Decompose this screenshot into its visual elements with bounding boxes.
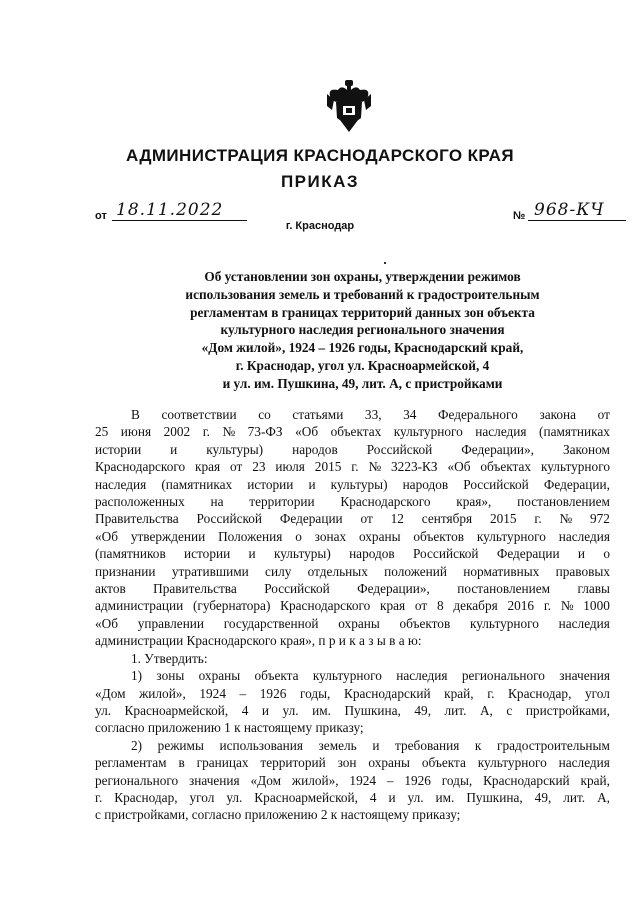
word: народов (292, 441, 338, 457)
word: пристройками, (525, 702, 610, 718)
text-line (95, 789, 610, 806)
word: наследия (475, 424, 527, 440)
word: «Об (295, 424, 319, 440)
word: от (360, 511, 373, 527)
word: культурного (312, 668, 382, 684)
clause-1 (95, 650, 610, 667)
word: территорий (260, 755, 326, 771)
clause-1-1 (95, 667, 610, 737)
word: объектов (399, 615, 451, 631)
word: 972 (590, 511, 610, 527)
text-line (95, 545, 610, 562)
title-line: Об установлении зон охраны, утверждении режимов (204, 269, 521, 284)
word: Красноармейской, (254, 789, 358, 805)
word: № (559, 511, 573, 527)
word: утверждении (130, 528, 206, 544)
word: 2015 (489, 511, 517, 527)
word: ул. (282, 702, 299, 718)
word: ул. (407, 789, 424, 805)
word: расположенных (95, 494, 185, 510)
word: положений (384, 563, 447, 579)
word: управлении (137, 615, 205, 631)
word: охраны (358, 528, 401, 544)
word: 49, (534, 789, 552, 805)
title-line: регламентам в границах территорий данных зон объекта (190, 304, 535, 320)
text-line (95, 563, 610, 580)
word: Российской (463, 476, 529, 492)
word: декабря (453, 598, 498, 614)
word: о (295, 528, 302, 544)
text-line (95, 615, 610, 632)
text-line (95, 737, 610, 754)
word: утратившими (171, 563, 249, 579)
word: 2016 (507, 598, 535, 614)
text-line (95, 754, 610, 771)
word: регионального (95, 772, 179, 788)
word: Краснодар, (508, 685, 572, 701)
word: объектах (330, 424, 382, 440)
title-line: и ул. им. Пушкина, 49, лит. А, с пристройками (222, 375, 503, 391)
word: требования (395, 737, 460, 753)
word: охраны (338, 615, 380, 631)
text-line (95, 510, 610, 527)
word: край, (444, 685, 474, 701)
word: – (386, 772, 394, 788)
word: объекта (421, 755, 466, 771)
word: нормативных (463, 563, 540, 579)
word: значения (559, 668, 610, 684)
text-line (95, 685, 610, 702)
text-line: с пристройками, согласно приложению 2 к настоящему приказу; (95, 807, 461, 823)
word: края (380, 598, 406, 614)
word: о (603, 546, 610, 562)
word: Законом (562, 441, 610, 457)
word: им. (312, 702, 331, 718)
word: г. (534, 511, 542, 527)
word: территории (249, 494, 315, 510)
word: годы, (299, 685, 331, 701)
word: (губернатора) (192, 598, 271, 614)
word: использования (219, 737, 303, 753)
word: 1) (131, 668, 143, 684)
word: 49, (414, 702, 432, 718)
word: истории (95, 441, 142, 457)
word: им. (435, 789, 455, 805)
word: (памятниках (539, 424, 610, 440)
word: силу (265, 563, 292, 579)
document-type: ПРИКАЗ (280, 172, 360, 191)
word: № (560, 598, 574, 614)
word: администрации (95, 598, 184, 614)
word: Правительства (95, 511, 179, 527)
word: значения (188, 772, 240, 788)
word: годы, (441, 772, 473, 788)
word: культурного (393, 424, 463, 440)
word: ул. (226, 789, 243, 805)
word: от (597, 407, 610, 422)
city: г. Краснодар (285, 220, 355, 232)
word: июля (275, 459, 305, 475)
word: Правительства (153, 581, 237, 597)
word: г. (487, 685, 495, 701)
title-line: «Дом жилой», 1924 – 1926 годы, Краснодарский край, (201, 340, 524, 356)
word: истории (247, 476, 294, 492)
number-underline (528, 220, 626, 221)
word: главы (577, 581, 610, 597)
word: Федерального (438, 407, 518, 422)
word: угол (584, 685, 610, 701)
word: к (474, 737, 482, 753)
word: 1924 (349, 772, 377, 788)
word: культурного (476, 528, 546, 544)
word: на (210, 494, 224, 510)
word: Федерации», (357, 581, 430, 597)
word: Красноармейской, (124, 702, 229, 718)
word: жилой», (139, 685, 186, 701)
text-line (95, 580, 610, 597)
word: сентября (421, 511, 473, 527)
word: Федерации, (543, 476, 610, 492)
text-line: 1. Утвердить: (131, 650, 208, 666)
word: культуры) (273, 546, 331, 562)
text-line (95, 458, 610, 475)
word: от (414, 598, 428, 614)
word: края», (456, 494, 492, 510)
word: «Дом (95, 685, 126, 701)
word: постановлением (517, 494, 610, 510)
text-line (95, 702, 610, 719)
word: жилой», (291, 772, 339, 788)
word: 25 (95, 424, 109, 440)
word: Российской (366, 441, 433, 457)
word: г. (543, 598, 552, 614)
word: наследия (558, 755, 610, 771)
document-title (95, 268, 630, 393)
word: и (372, 737, 380, 753)
word: Федерации (496, 546, 560, 562)
word: зон (337, 755, 357, 771)
word: истории (184, 546, 231, 562)
word: и (577, 546, 586, 562)
text-line: согласно приложению 1 к настоящему приказу; (95, 720, 364, 736)
date-value: 18.11.2022 (116, 200, 224, 220)
word: в (178, 755, 185, 771)
word: статьями (292, 407, 344, 422)
word: 1000 (583, 598, 610, 614)
word: А, (479, 702, 493, 718)
word: лит. (444, 702, 467, 718)
word: постановлением (457, 581, 551, 597)
word: 4 (369, 789, 377, 805)
word: г. (351, 459, 359, 475)
word: зонах (314, 528, 347, 544)
word: (памятников (95, 546, 166, 562)
word: от (230, 459, 243, 475)
word: В (131, 407, 140, 422)
word: и (308, 476, 316, 492)
coat-of-arms-emblem (326, 80, 372, 134)
word: правовых (555, 563, 610, 579)
word: закона (539, 407, 577, 422)
date-number-row (0, 200, 640, 236)
word: Краснодарский (483, 772, 570, 788)
word: Краснодар, (114, 789, 178, 805)
text-line (95, 493, 610, 510)
word: и (261, 702, 270, 718)
word: режимы (157, 737, 204, 753)
word: государственной (223, 615, 319, 631)
text-line (95, 597, 610, 614)
word: ул. (95, 702, 112, 718)
agency-name: АДМИНИСТРАЦИЯ КРАСНОДАРСКОГО КРАЯ (126, 146, 514, 165)
word: наследия (95, 476, 147, 492)
word: и (388, 789, 396, 805)
stray-dot (384, 262, 386, 264)
word: Краснодарского (95, 459, 186, 475)
word: 12 (390, 511, 404, 527)
word: объектах (480, 459, 532, 475)
word: Краснодарского (340, 494, 431, 510)
word: «Об (95, 528, 119, 544)
text-line: администрации Краснодарского края», п р и к а з ы в а ю: (95, 633, 422, 649)
word: (памятниках (161, 476, 233, 492)
word: культурного (477, 755, 547, 771)
word: зоны (156, 668, 185, 684)
word: градостроительным (496, 737, 610, 753)
word: 2015 (314, 459, 342, 475)
word: 1926 (404, 772, 431, 788)
word: со (258, 407, 271, 422)
word: Пушкина, (466, 789, 523, 805)
word: угол (189, 789, 215, 805)
word: объектов (413, 528, 465, 544)
word: охраны (198, 668, 241, 684)
word: 4 (241, 702, 249, 718)
title-line: культурного наследия регионального значения (220, 322, 505, 338)
word: Краснодарского (280, 598, 371, 614)
word: отдельных (307, 563, 368, 579)
word: земель (318, 737, 357, 753)
text-line (95, 667, 610, 684)
word: наследия (558, 615, 610, 631)
word: г. (202, 424, 210, 440)
word: с (506, 702, 513, 718)
word: Российской (412, 546, 479, 562)
word: – (239, 685, 247, 701)
title-line: использования земель и требований к градостроительным (185, 286, 540, 302)
word: № (222, 424, 236, 440)
word: Федерации», (461, 441, 534, 457)
word: народов (402, 476, 449, 492)
text-line (95, 528, 610, 545)
word: 34 (403, 407, 417, 422)
word: Федерации (279, 511, 343, 527)
word: 8 (436, 598, 444, 614)
word: охраны (368, 755, 410, 771)
word: 73-ФЗ (247, 424, 283, 440)
word: 1924 (199, 685, 226, 701)
word: и (248, 546, 256, 562)
word: А, (597, 789, 610, 805)
word: г. (95, 789, 103, 805)
word: наследия (558, 528, 610, 544)
word: Положения (218, 528, 283, 544)
word: 23 (252, 459, 266, 475)
word: Российской (196, 511, 263, 527)
word: регионального (461, 668, 545, 684)
text-line (95, 441, 610, 458)
word: 3223-КЗ (391, 459, 438, 475)
word: край, (580, 772, 610, 788)
word: лит. (563, 789, 586, 805)
word: актов (95, 581, 126, 597)
number-label: № (513, 210, 526, 222)
word: границах (196, 755, 249, 771)
word: культуры) (330, 476, 388, 492)
word: № (368, 459, 382, 475)
word: регламентам (95, 755, 167, 771)
preamble-paragraph (95, 406, 610, 650)
word: «Об (447, 459, 471, 475)
word: культурного (469, 615, 539, 631)
date-label: от (95, 210, 107, 222)
clause-1-2 (95, 737, 610, 824)
word: признании (95, 563, 156, 579)
text-line (95, 406, 610, 423)
word: 2) (131, 737, 143, 753)
word: Краснодарский (343, 685, 431, 701)
word: объекта (254, 668, 299, 684)
number-value: 968-КЧ (534, 200, 605, 220)
word: 33, (364, 407, 382, 422)
word: наследия (396, 668, 448, 684)
word: культуры) (206, 441, 264, 457)
word: 2002 (163, 424, 191, 440)
document-body (95, 406, 610, 824)
text-line (95, 772, 610, 789)
word: и (170, 441, 178, 457)
text-line (95, 423, 610, 440)
word: соответствии (161, 407, 237, 422)
word: «Дом (250, 772, 282, 788)
word: народов (349, 546, 395, 562)
title-line: г. Краснодар, угол ул. Красноармейской, 4 (235, 357, 490, 373)
word: июня (120, 424, 152, 440)
word: 1926 (259, 685, 287, 701)
word: культурного (540, 459, 610, 475)
text-line (95, 476, 610, 493)
word: края (195, 459, 221, 475)
word: Российской (264, 581, 330, 597)
word: Пушкина, (344, 702, 401, 718)
word: «Об (95, 615, 119, 631)
